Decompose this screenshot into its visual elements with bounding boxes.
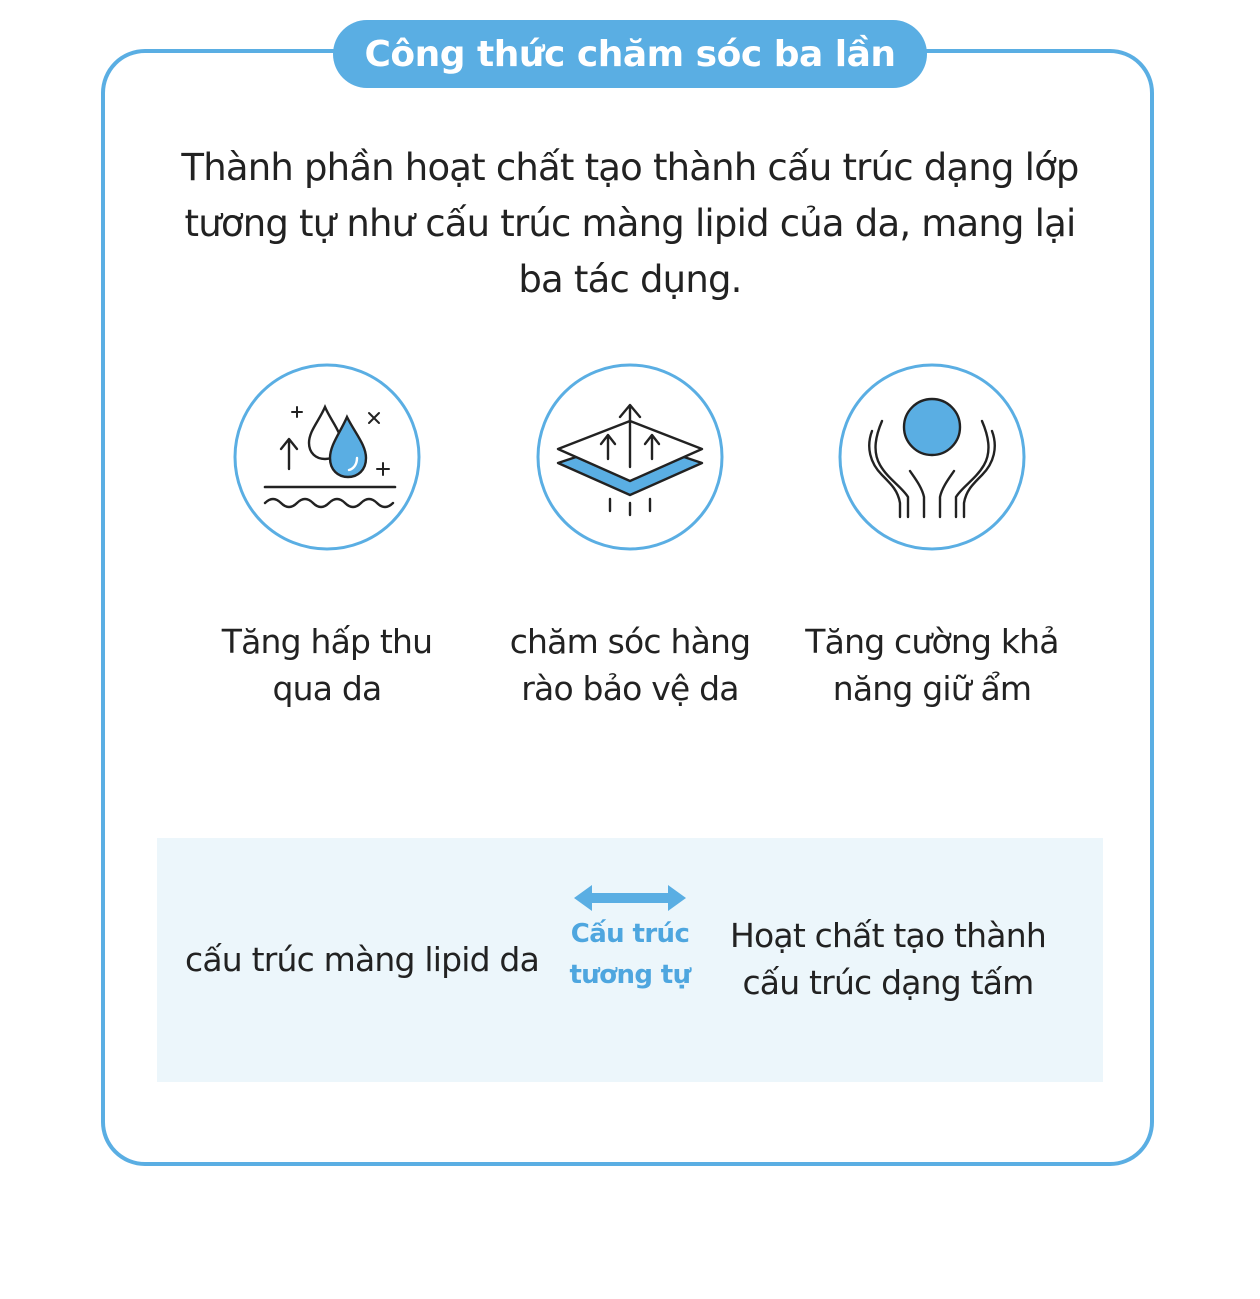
comparison-left-text: cấu trúc màng lipid da — [185, 940, 540, 979]
comparison-right-text: Hoạt chất tạo thành cấu trúc dạng tấm — [730, 916, 1046, 1002]
comparison-middle-text: Cấu trúc tương tự — [569, 919, 691, 990]
section-title: Công thức chăm sóc ba lần — [333, 20, 927, 88]
barrier-layers-icon — [536, 363, 724, 551]
double-arrow-icon — [572, 883, 688, 913]
benefit-label-barrier: chăm sóc hàng rào bảo vệ da — [509, 622, 751, 708]
hands-holding-sphere-icon — [838, 363, 1026, 551]
water-drops-absorption-icon — [233, 363, 421, 551]
benefit-label-moisture: Tăng cường khả năng giữ ẩm — [805, 622, 1059, 708]
benefit-label-absorption: Tăng hấp thu qua da — [221, 622, 433, 708]
intro-text: Thành phần hoạt chất tạo thành cấu trúc dạng lớp tương tự như cấu trúc màng lipid của da, mang lại ba tác dụng. — [181, 146, 1079, 301]
